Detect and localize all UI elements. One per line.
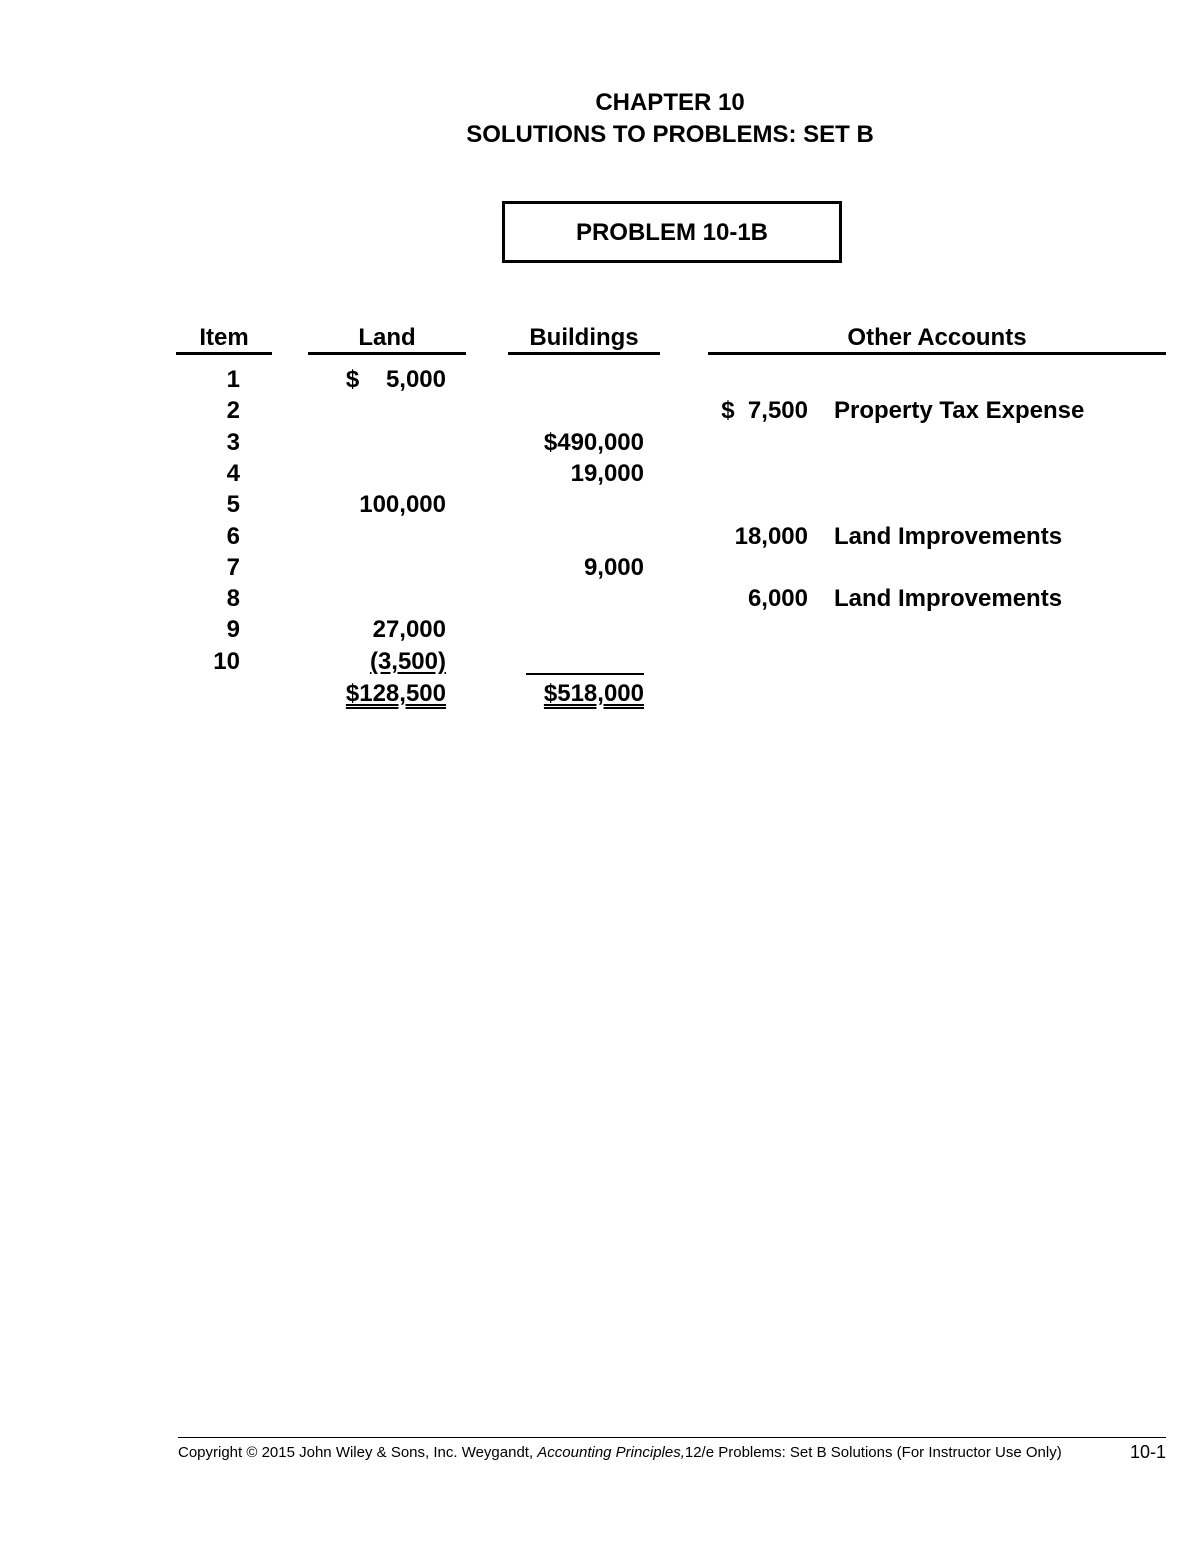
buildings-subtotal-rule <box>526 673 644 675</box>
footer-rule <box>178 1437 1166 1438</box>
footer-copyright <box>178 1444 1062 1461</box>
row-other-amount <box>700 585 808 613</box>
buildings-total-value: $518,000 <box>543 680 644 707</box>
page-number: 10-1 <box>1129 1442 1166 1462</box>
row-buildings <box>500 429 644 457</box>
row-other-amount-text: 18,000 <box>734 523 808 550</box>
row-item-text: 8 <box>226 585 240 612</box>
row-item <box>180 366 240 394</box>
row-other-amount <box>700 523 808 551</box>
row-buildings-text: 9,000 <box>583 554 644 581</box>
row-land-text: 100,000 <box>359 491 446 518</box>
row-item <box>180 491 240 519</box>
header-item: Item <box>199 324 249 351</box>
row-other-account-text: Land Improvements <box>834 585 1063 612</box>
problem-box <box>502 201 842 263</box>
row-other-amount-text: 6,000 <box>747 585 808 612</box>
row-item-text: 5 <box>226 491 240 518</box>
row-item <box>180 554 240 582</box>
footer-text-before: Copyright © 2015 John Wiley & Sons, Inc. Weygandt, <box>178 1444 538 1461</box>
header-other-accounts: Other Accounts <box>847 324 1027 351</box>
row-other-account-text: Property Tax Expense <box>834 397 1085 424</box>
row-land-text: (3,500) <box>369 648 446 675</box>
row-buildings-text: 19,000 <box>570 460 644 487</box>
row-buildings <box>500 460 644 488</box>
row-item-text: 10 <box>213 648 240 675</box>
chapter-title: CHAPTER 10 <box>595 89 745 116</box>
row-buildings-text: $490,000 <box>543 429 644 456</box>
row-item-text: 9 <box>226 616 240 643</box>
header-other-accounts-rule <box>708 352 1166 355</box>
row-other-account-text: Land Improvements <box>834 523 1063 550</box>
header-land: Land <box>358 324 416 351</box>
land-total <box>300 680 446 708</box>
header-buildings-rule <box>508 352 660 355</box>
row-land <box>300 616 446 644</box>
row-item <box>180 429 240 457</box>
row-land <box>300 491 446 519</box>
row-item-text: 2 <box>226 397 240 424</box>
buildings-total <box>500 680 644 708</box>
row-item <box>180 397 240 425</box>
row-land <box>300 366 446 394</box>
row-land <box>300 648 446 676</box>
row-buildings <box>500 554 644 582</box>
section-subtitle: SOLUTIONS TO PROBLEMS: SET B <box>466 121 874 148</box>
row-item <box>180 616 240 644</box>
row-item-text: 1 <box>226 366 240 393</box>
row-other-amount-text: $ 7,500 <box>721 397 808 424</box>
header-item-rule <box>176 352 272 355</box>
row-item <box>180 523 240 551</box>
row-item-text: 6 <box>226 523 240 550</box>
row-item <box>180 585 240 613</box>
row-other-account <box>834 523 1164 551</box>
header-land-rule <box>308 352 466 355</box>
row-other-amount <box>700 397 808 425</box>
row-land-text: 27,000 <box>372 616 446 643</box>
row-item-text: 4 <box>226 460 240 487</box>
row-item <box>180 460 240 488</box>
row-other-account <box>834 585 1164 613</box>
row-item-text: 7 <box>226 554 240 581</box>
problem-label: PROBLEM 10-1B <box>575 219 769 246</box>
land-total-value: $128,500 <box>345 680 446 707</box>
row-item-text: 3 <box>226 429 240 456</box>
row-other-account <box>834 397 1164 425</box>
row-land-text: $ 5,000 <box>345 366 446 393</box>
footer-book-title: Accounting Principles, <box>537 1444 685 1461</box>
header-buildings: Buildings <box>529 324 639 351</box>
footer-text-after: 12/e Problems: Set B Solutions (For Instructor Use Only) <box>684 1444 1062 1461</box>
row-item <box>180 648 240 676</box>
